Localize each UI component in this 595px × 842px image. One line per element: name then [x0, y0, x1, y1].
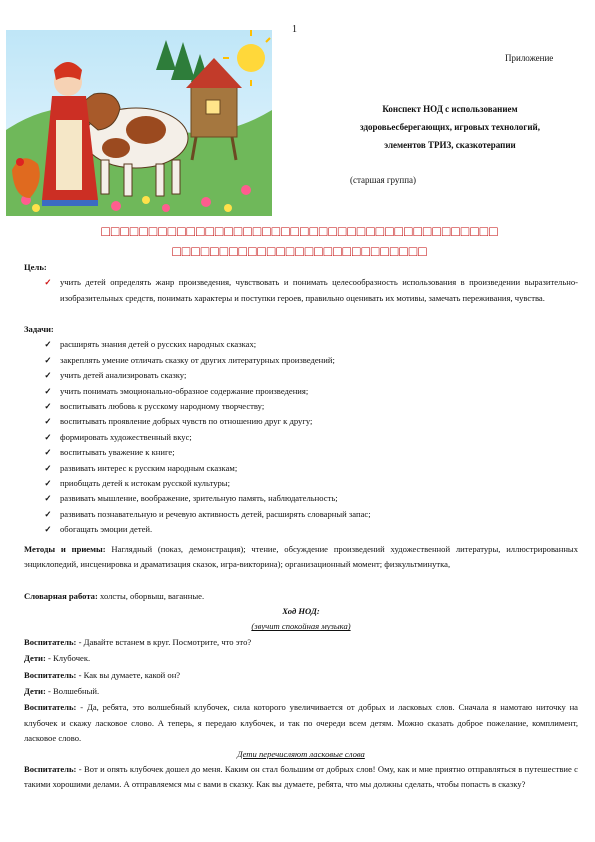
- task-item: [24, 384, 578, 399]
- task-item: [24, 353, 578, 368]
- checkmark-icon: ✓: [44, 508, 52, 519]
- red-title: [90, 223, 510, 263]
- task-item: [24, 399, 578, 414]
- methods-label: Методы и приемы:: [24, 544, 106, 554]
- task-text: учить детей анализировать сказку;: [60, 370, 187, 381]
- task-text: развивать познавательную и речевую активность детей, расширять словарный запас;: [60, 508, 371, 519]
- checkmark-icon: ✓: [44, 370, 52, 381]
- task-text: формировать художественный вкус;: [60, 431, 192, 442]
- vocab-label: Словарная работа:: [24, 591, 98, 601]
- document-title: [300, 100, 595, 154]
- task-text: воспитывать проявление добрых чувств по отношению друг к другу;: [60, 416, 313, 427]
- goal-label: Цель:: [24, 262, 47, 272]
- task-text: закреплять умение отличать сказку от других литературных произведений;: [60, 354, 335, 365]
- vocab-text: холсты, оборвыш, ваганные.: [99, 591, 205, 601]
- checkmark-icon: ✓: [44, 354, 52, 365]
- dialogue-line: Воспитатель: - Вот и опять клубочек дошел до меня. Каким он стал большим от добрых слов! Ому, как и мне приятно отправляться в путешествие с такими хорошими делами. А отправляемся мы с вами в сказку. Как вы думаете, ребята, что мы должны сделать, чтобы попасть в сказку?: [24, 764, 578, 790]
- task-item: [24, 414, 578, 429]
- goal-section: [24, 260, 578, 306]
- checkmark-icon: ✓: [44, 478, 52, 489]
- tasks-label: Задачи:: [24, 324, 54, 334]
- task-item: [24, 445, 578, 460]
- checkmark-icon: ✓: [44, 401, 52, 412]
- checkmark-icon: ✓: [44, 462, 52, 473]
- checkmark-icon: ✓: [44, 416, 52, 427]
- course-heading: Ход НОД:: [282, 606, 320, 616]
- checkmark-icon: ✓: [44, 277, 52, 288]
- checkmark-icon: ✓: [44, 385, 52, 396]
- task-item: [24, 461, 578, 476]
- checkmark-icon: ✓: [44, 339, 52, 350]
- dialogue-line: Воспитатель: - Давайте встанем в круг. Посмотрите, что это?: [24, 636, 252, 647]
- task-text: учить понимать эмоционально-образное содержание произведения;: [60, 385, 309, 396]
- methods-section: [24, 542, 578, 573]
- task-item: [24, 507, 578, 522]
- appendix-label: Приложение: [505, 53, 554, 63]
- checkmark-icon: ✓: [44, 431, 52, 442]
- goal-text: учить детей определять жанр произведения, чувствовать и понимать целесообразность использования в произведении выразительно-изобразительных средств, понимать характеры и поступки героев, правильно оценивать их мотивы, замечать переживания, чувства.: [60, 277, 578, 303]
- red-title-line: □□□□□□□□□□□□□□□□□□□□□□□□□□□□□□□□□□□□□□□□□□: [101, 225, 499, 240]
- title-line: здоровьесберегающих, игровых технологий,: [360, 122, 540, 132]
- dialogue-line: Дети: - Волшебный.: [24, 686, 100, 697]
- checkmark-icon: ✓: [44, 447, 52, 458]
- red-title-line: □□□□□□□□□□□□□□□□□□□□□□□□□□□: [172, 245, 428, 260]
- tasks-list: [24, 337, 578, 537]
- dialogue-line: Воспитатель: - Да, ребята, это волшебный клубочек, сила которого увеличивается от добрых и ласковых слов. Сначала я намотаю ниточку на клубочек и скажу ласковое слово. А теперь, я передаю клубочек, и так по очереди всем детям. Можно сказать доброе пожелание, комплимент, ласковое слово.: [24, 702, 578, 744]
- task-text: расширять знания детей о русских народных сказках;: [60, 339, 257, 350]
- tasks-section: [24, 322, 578, 538]
- vocab-section: [24, 589, 578, 604]
- checkmark-icon: ✓: [44, 493, 52, 504]
- task-item: [24, 368, 578, 383]
- task-text: воспитывать любовь к русскому народному творчеству;: [60, 401, 265, 412]
- title-line: Конспект НОД с использованием: [382, 104, 518, 114]
- task-item: [24, 476, 578, 491]
- task-item: [24, 491, 578, 506]
- methods-text: Наглядный (показ, демонстрация); чтение, обсуждение произведений художественной литературы, иллюстрированных энциклопедий, инсценировка и драматизация сказок, игра-викторина); организационный момент; физкультминутка,: [24, 544, 578, 570]
- children-note: Дети перечисляют ласковые слова: [237, 748, 365, 759]
- task-text: развивать мышление, воображение, зрительную память, наблюдательность;: [60, 493, 338, 504]
- fairy-tale-illustration: [6, 30, 272, 216]
- task-text: развивать интерес к русским народным сказкам;: [60, 462, 238, 473]
- task-item: [24, 522, 578, 537]
- dialogue-line: Воспитатель: - Как вы думаете, какой он?: [24, 669, 181, 680]
- page-number: 1: [292, 24, 297, 35]
- group-label: (старшая группа): [350, 175, 417, 185]
- course-section: [24, 604, 578, 793]
- task-text: воспитывать уважение к книге;: [60, 447, 175, 458]
- checkmark-icon: ✓: [44, 524, 52, 535]
- dialogue-line: Дети: - Клубочек.: [24, 653, 91, 664]
- task-item: [24, 430, 578, 445]
- music-note: (звучит спокойная музыка): [251, 621, 351, 632]
- title-line: элементов ТРИЗ, сказкотерапии: [384, 140, 516, 150]
- task-text: приобщать детей к истокам русской культуры;: [60, 478, 230, 489]
- task-item: [24, 337, 578, 352]
- task-text: обогащать эмоции детей.: [60, 524, 153, 535]
